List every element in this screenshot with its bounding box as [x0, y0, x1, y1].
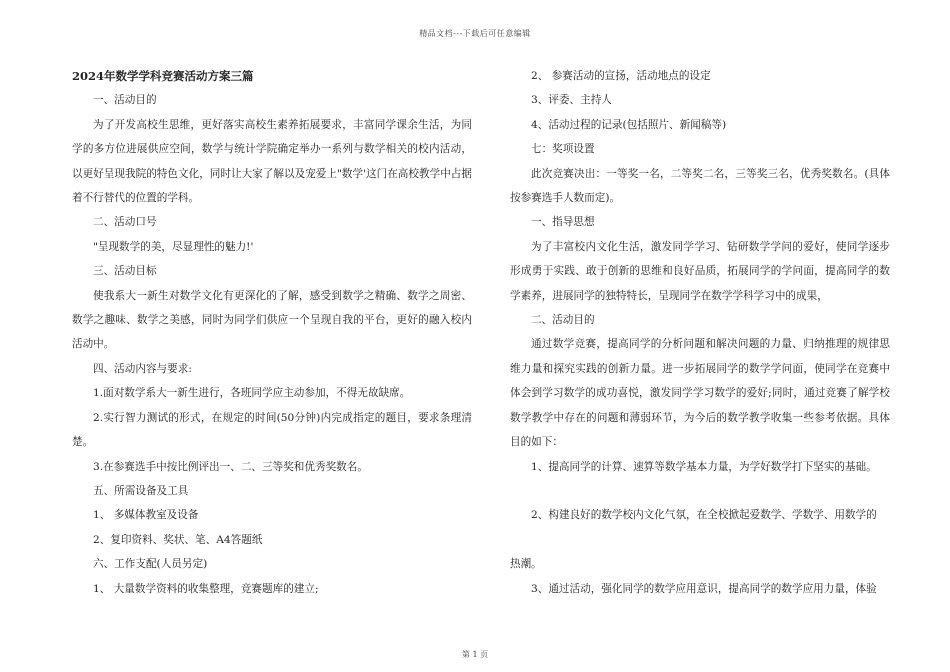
section-heading-guidance: 一、指导思想 — [531, 216, 595, 229]
slogan-text: "呈现数学的美，尽显理性的魅力!' — [93, 240, 254, 253]
list-item: 3、评委、主持人 — [531, 94, 612, 107]
paragraph-purpose-2: 通过数学竞赛，提高同学的分析问题和解决问题的力量、归纳推理的规律思维力量和探究实践的创新力量。进一步拓展同学的数学学问面，使同学在竞赛中体会到学习数学的成功喜悦，激发同学学习数学的爱好;同时，通过竞赛了解学校数学教学中存在的问题和薄弱环节，为今后的数学教学收集一些参考依据。具体目的如下： — [510, 338, 890, 449]
section-heading-purpose-2: 二、活动目的 — [531, 314, 595, 327]
list-item: 1、提高同学的计算、速算等数学基本力量，为学好数学打下坚实的基础。 — [531, 460, 877, 473]
section-heading-equipment: 五、所需设备及工具 — [93, 484, 189, 497]
list-item: 4、活动过程的记录(包括照片、新闻稿等) — [531, 118, 727, 131]
page-header: 精品文档---下载后可任意编辑 — [419, 29, 531, 38]
paragraph-awards: 此次竞赛决出：一等奖一名，二等奖二名，三等奖三名，优秀奖数名。(具体按参赛选手人数而定)。 — [510, 167, 890, 205]
list-item-continuation: 热潮。 — [510, 558, 542, 571]
paragraph-purpose: 为了开发高校生思维，更好落实高校生素养拓展要求，丰富同学课余生活，为同学的多方位进展供应空间，数学与统计学院确定举办一系列与数学相关的校内活动，以更好呈现我院的特色文化，同时让大家了解以及宠爱上"数学'这门在高校教学中占据着不行替代的位置的学科。 — [72, 118, 472, 205]
right-column — [510, 64, 890, 601]
list-item: 2、 参赛活动的宣扬，活动地点的设定 — [531, 70, 711, 82]
section-heading-work: 六、工作支配(人员另定) — [93, 558, 208, 571]
paragraph-guidance: 为了丰富校内文化生活，激发同学学习、钻研数学学问的爱好，使同学逐步形成勇于实践、敢于创新的思维和良好品质，拓展同学的学问面，提高同学的数学素养，进展同学的独特特长，呈现同学在数学学科学习中的成果， — [510, 240, 890, 302]
spacer — [510, 528, 890, 552]
paragraph-goal: 使我系大一新生对数学文化有更深化的了解，感受到数学之精确、数学之周密、数学之趣味、数学之美感，同时为同学们供应一个呈现自我的平台，更好的融入校内活动中。 — [72, 289, 472, 351]
list-item: 1.面对数学系大一新生进行，各班同学应主动参加，不得无故缺席。 — [93, 387, 411, 400]
section-heading-purpose: 一、活动目的 — [93, 94, 157, 107]
document-title: 2024年数学学科竞赛活动方案三篇 — [72, 69, 254, 83]
section-heading-awards: 七：奖项设置 — [531, 143, 595, 156]
page-footer: 第 1 页 — [461, 650, 489, 659]
section-heading-slogan: 二、活动口号 — [93, 216, 157, 229]
list-item: 3、通过活动，强化同学的数学应用意识，提高同学的数学应用力量，体验 — [531, 582, 877, 595]
section-heading-goal: 三、活动目标 — [93, 265, 157, 278]
list-item: 1、 大量数学资料的收集整理，竞赛题库的建立; — [93, 582, 319, 595]
left-column — [72, 64, 472, 601]
list-item: 3.在参赛选手中按比例评出一、二、三等奖和优秀奖数名。 — [93, 460, 368, 473]
list-item: 2、构建良好的数学校内文化气氛，在全校掀起爱数学、学数学、用数学的 — [531, 509, 877, 522]
list-item: 2、复印资料、奖状、笔、A4答题纸 — [93, 533, 263, 546]
list-item: 1、 多媒体教室及设备 — [93, 509, 199, 522]
spacer — [510, 479, 890, 503]
list-item: 2.实行智力测试的形式，在规定的时间(50分钟)内完成指定的题目，要求条理清楚。 — [72, 411, 472, 449]
section-heading-content: 四、活动内容与要求: — [93, 362, 192, 375]
